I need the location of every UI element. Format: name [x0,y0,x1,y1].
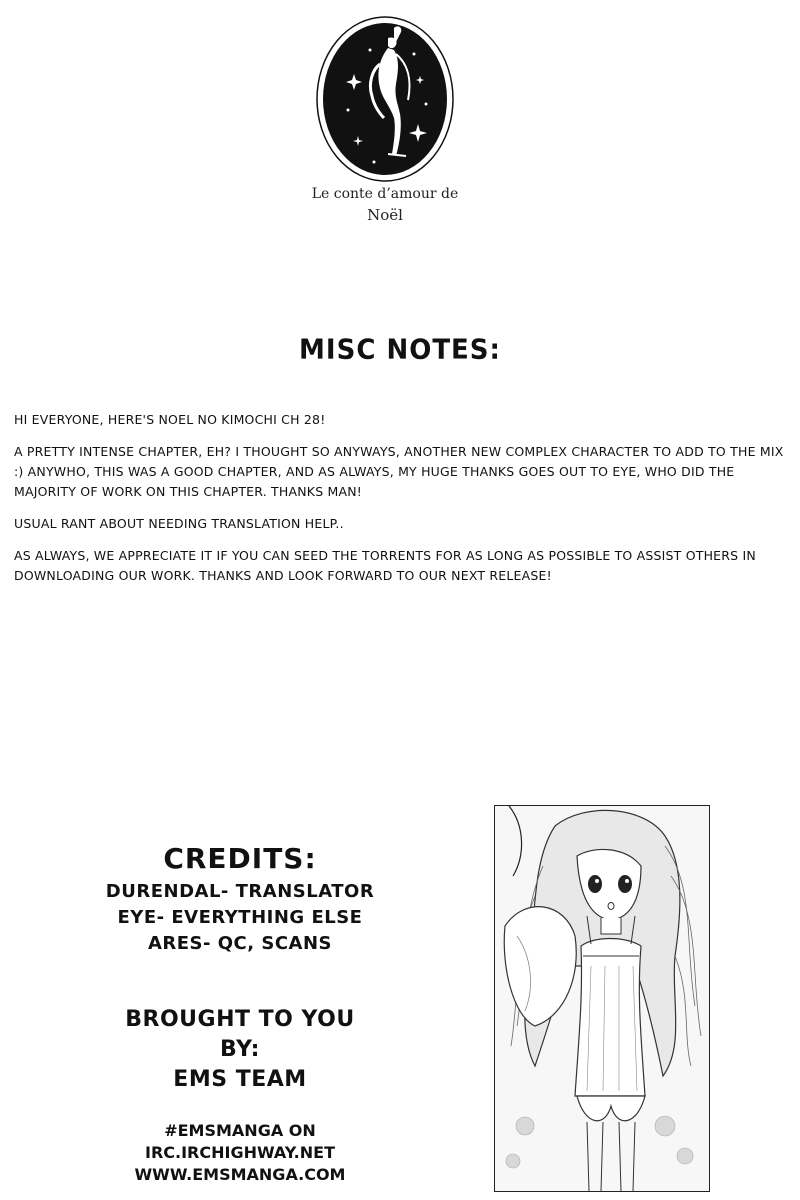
brought-to-you-block [80,1005,400,1095]
credit-line: DURENDAL- TRANSLATOR [105,881,375,902]
skater-oval-icon [314,14,456,184]
brought-line: BY: [220,1037,260,1062]
title-logo [300,14,470,229]
irc-block [80,1120,400,1186]
notes-heading: MISC NOTES: [299,334,501,366]
notes-paragraph: HI EVERYONE, HERE'S NOEL NO KIMOCHI CH 28! [14,412,326,427]
brought-line: BROUGHT TO YOU [125,1007,355,1032]
notes-body [14,410,789,598]
character-illustration [494,805,710,1192]
logo-title: Le conte d’amour de [311,186,459,202]
irc-line: #EMSMANGA ON [164,1121,316,1140]
notes-paragraph: USUAL RANT ABOUT NEEDING TRANSLATION HELP.. [14,516,344,531]
irc-line: IRC.IRCHIGHWAY.NET [144,1143,335,1162]
logo-subtitle: Noël [367,206,403,224]
credits-title: CREDITS: [163,842,317,875]
brought-line: EMS TEAM [173,1067,307,1092]
notes-paragraph: AS ALWAYS, WE APPRECIATE IT IF YOU CAN SEED THE TORRENTS FOR AS LONG AS POSSIBLE TO ASSIST OTHERS IN DOWNLOADING OUR WORK. THANKS AND LOOK FORWARD TO OUR NEXT RELEASE! [14,548,756,583]
credits-block [80,842,400,957]
girl-illustration-icon [495,806,709,1191]
irc-line: WWW.EMSMANGA.COM [134,1165,346,1184]
credit-line: ARES- QC, SCANS [147,933,333,954]
notes-paragraph: A PRETTY INTENSE CHAPTER, EH? I THOUGHT SO ANYWAYS, ANOTHER NEW COMPLEX CHARACTER TO ADD TO THE MIX :) ANYWHO, THIS WAS A GOOD CHAPTER, AND AS ALWAYS, MY HUGE THANKS GOES OUT TO EYE, WHO DID THE MAJORITY OF WORK ON THIS CHAPTER. THANKS MAN! [14,444,784,499]
credit-line: EYE- EVERYTHING ELSE [117,907,363,928]
